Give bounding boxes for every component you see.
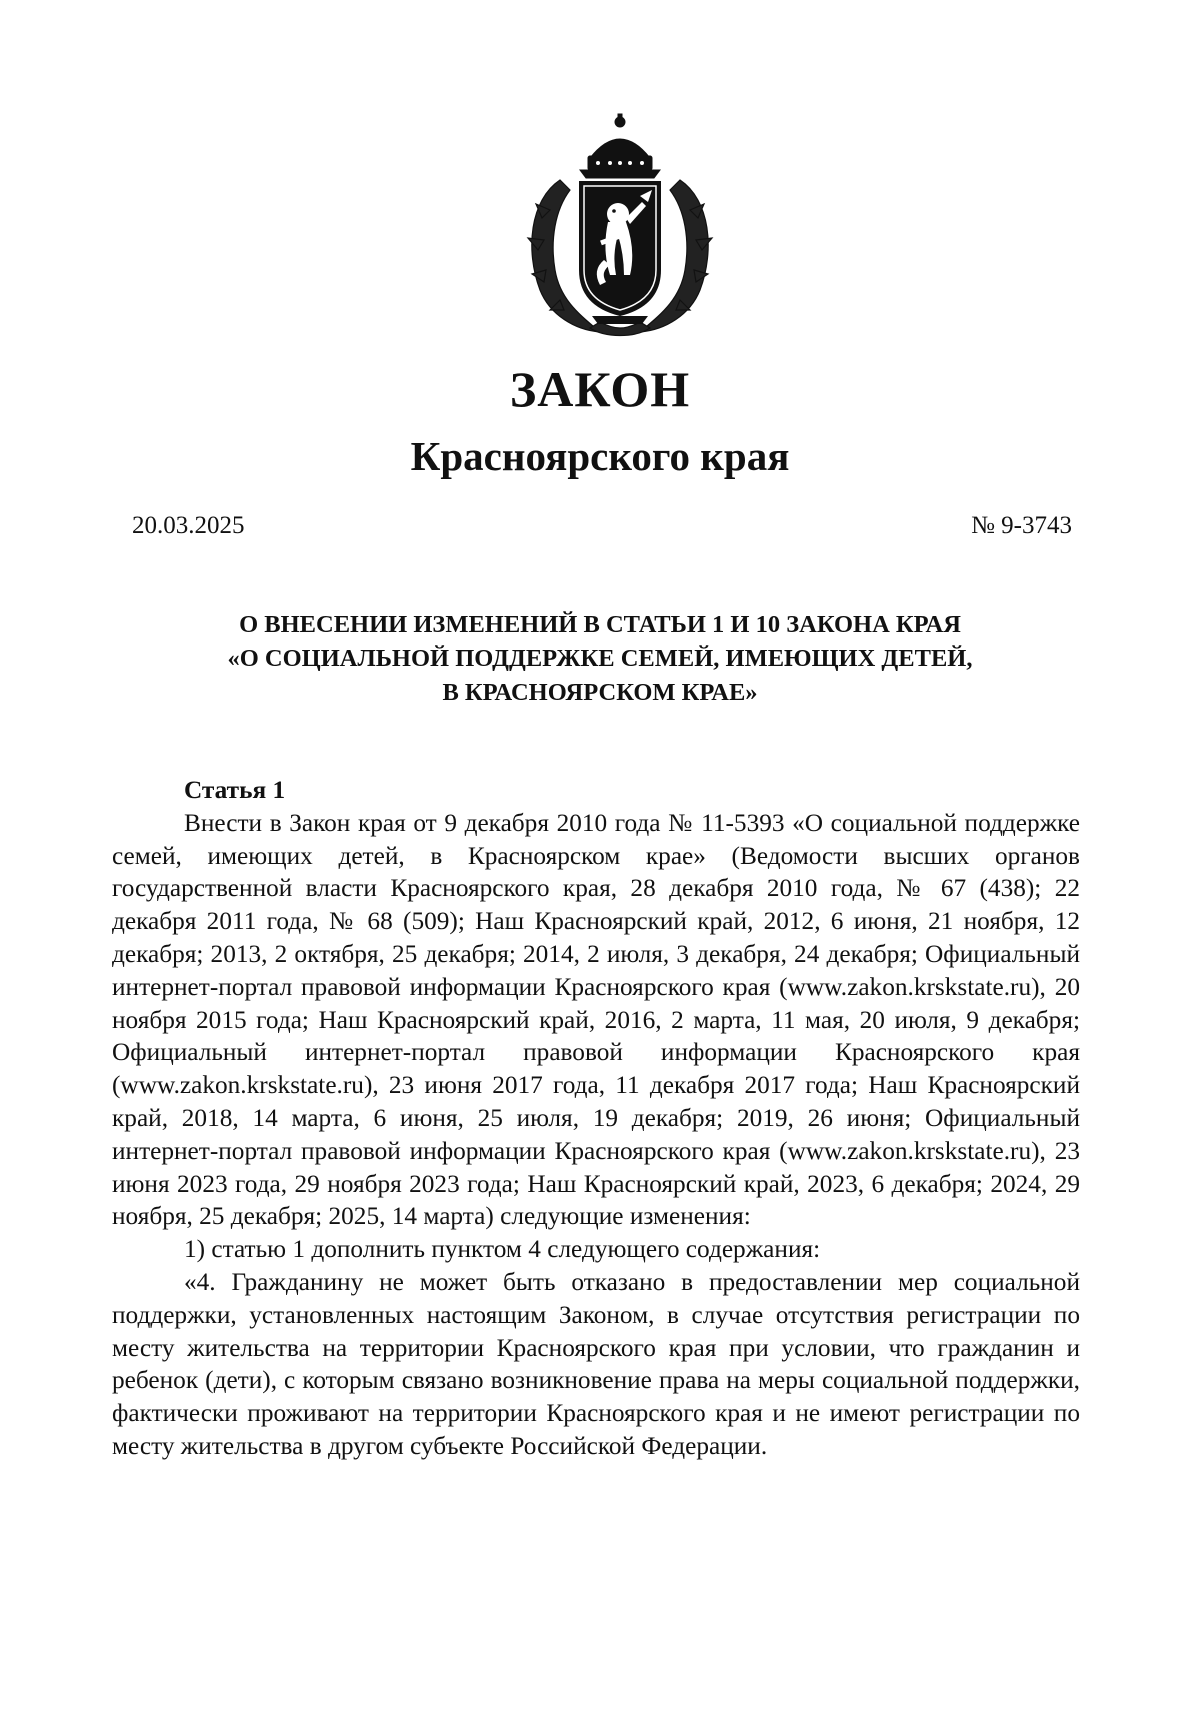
law-heading-line: О ВНЕСЕНИИ ИЗМЕНЕНИЙ В СТАТЬИ 1 И 10 ЗАКОНА КРАЯ xyxy=(239,611,961,638)
law-heading xyxy=(120,608,1080,710)
coat-of-arms-icon xyxy=(520,110,720,340)
law-title: ЗАКОН xyxy=(509,361,691,417)
law-date: 20.03.2025 xyxy=(132,512,245,539)
paragraph: «4. Гражданину не может быть отказано в предоставлении мер социальной поддержки, установленных настоящим Законом, в случае отсутствия регистрации по месту жительства на территории Красноярского края при условии, что гражданин и ребенок (дети), с которым связано возникновение права на меры социальной поддержки, фактически проживают на территории Красноярского края и не имеют регистрации по месту жительства в другом субъекте Российской Федерации. xyxy=(112,1267,1080,1460)
paragraph: Внести в Закон края от 9 декабря 2010 года № 11-5393 «О социальной поддержке семей, имеющих детей, в Красноярском крае» (Ведомости высших органов государственной власти Красноярского края, 28 декабря 2010 года, № 67 (438); 22 декабря 2011 года, № 68 (509); Наш Красноярский край, 2012, 6 июня, 21 ноября, 12 декабря; 2013, 2 октября, 25 декабря; 2014, 2 июля, 3 декабря, 24 декабря; Официальный интернет-портал правовой информации Красноярского края (www.zakon.krskstate.ru), 20 ноября 2015 года; Наш Красноярский край, 2016, 2 марта, 11 мая, 20 июля, 9 декабря; Официальный интернет-портал правовой информации Красноярского края (www.zakon.krskstate.ru), 23 июня 2017 года, 11 декабря 2017 года; Наш Красноярский край, 2018, 14 марта, 6 июня, 25 июля, 19 декабря; 2019, 26 июня; Официальный интернет-портал правовой информации Красноярского края (www.zakon.krskstate.ru), 23 июня 2023 года, 29 ноября 2023 года; Наш Красноярский край, 2023, 6 декабря; 2024, 29 ноября, 25 декабря; 2025, 14 марта) следующие изменения: xyxy=(112,808,1080,1231)
law-heading-line: В КРАСНОЯРСКОМ КРАЕ» xyxy=(442,679,758,706)
law-body xyxy=(112,774,1080,1463)
law-heading-line: «О СОЦИАЛЬНОЙ ПОДДЕРЖКЕ СЕМЕЙ, ИМЕЮЩИХ ДЕТЕЙ, xyxy=(227,645,973,672)
law-region-subtitle: Красноярского края xyxy=(410,433,790,479)
article-title: Статья 1 xyxy=(184,776,286,804)
law-number: № 9-3743 xyxy=(971,512,1072,539)
paragraph: 1) статью 1 дополнить пунктом 4 следующего содержания: xyxy=(184,1235,821,1264)
